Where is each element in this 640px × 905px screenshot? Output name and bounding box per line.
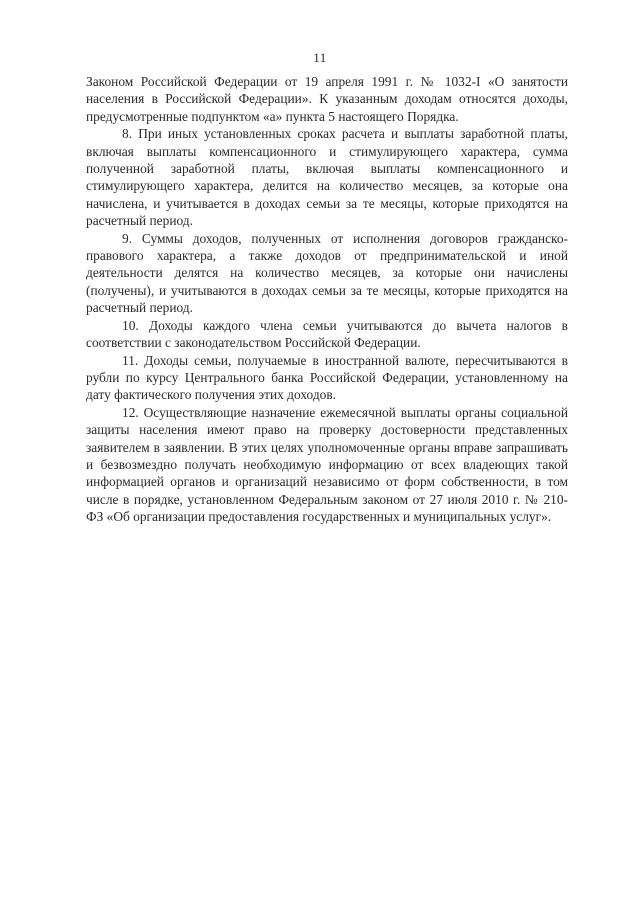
document-body	[86, 73, 568, 526]
paragraph-item-12: 12. Осуществляющие назначение ежемесячной выплаты органы социальной защиты населения имеют право на проверку достоверности представленных заявителем в заявлении. В этих целях уполномоченные органы вправе запрашивать и безвозмездно получать необходимую информацию от всех владеющих такой информацией органов и организаций независимо от форм собственности, в том числе в порядке, установленном Федеральным законом от 27 июля 2010 г. № 210-ФЗ «Об организации предоставления государственных и муниципальных услуг».	[86, 404, 568, 525]
page-number: 11	[313, 50, 327, 65]
paragraph-item-9: 9. Суммы доходов, полученных от исполнения договоров гражданско-правового характера, а также доходов от предпринимательской и иной деятельности делятся на количество месяцев, за которые они начислены (получены), и учитываются в доходах семьи за те месяцы, которые приходятся на расчетный период.	[86, 230, 568, 316]
paragraph-item-10: 10. Доходы каждого члена семьи учитываются до вычета налогов в соответствии с законодательством Российской Федерации.	[86, 317, 568, 351]
paragraph-item-8: 8. При иных установленных сроках расчета и выплаты заработной платы, включая выплаты компенсационного и стимулирующего характера, сумма полученной заработной платы, включая выплаты компенсационного и стимулирующего характера, делится на количество месяцев, за которые она начислена, и учитывается в доходах семьи за те месяцы, которые приходятся на расчетный период.	[86, 126, 568, 229]
paragraph-continuation: Законом Российской Федерации от 19 апреля 1991 г. № 1032-I «О занятости населения в Российской Федерации». К указанным доходам относятся доходы, предусмотренные подпунктом «а» пункта 5 настоящего Порядка.	[86, 74, 568, 124]
paragraph-item-11: 11. Доходы семьи, получаемые в иностранной валюте, пересчитываются в рубли по курсу Центрального банка Российской Федерации, установленному на дату фактического получения этих доходов.	[86, 352, 568, 403]
